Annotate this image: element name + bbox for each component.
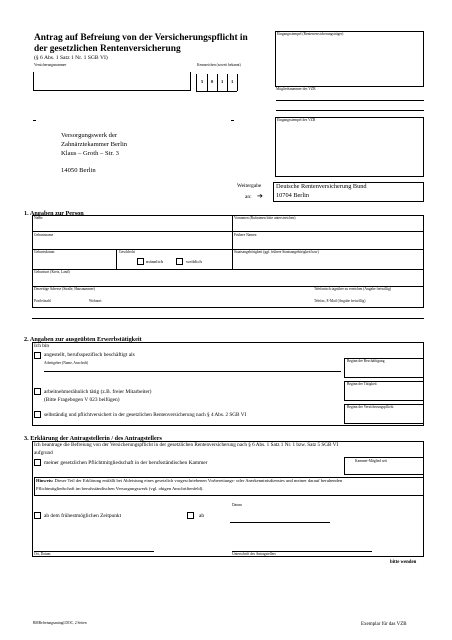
versicherungsnummer-label: Versicherungsnummer <box>34 63 67 67</box>
adresse-label: Derzeitige Adresse (Straße, Hausnummer) <box>34 287 95 291</box>
plz-underline[interactable] <box>32 318 424 319</box>
hinweis-line1 <box>36 479 342 484</box>
section1-heading: 1. Angaben zur Person <box>24 210 84 217</box>
kennzeichen-digit: 0 <box>211 79 214 84</box>
digit-divider <box>207 74 208 91</box>
telefax-label: Telefax, E-Mail (Angabe freiwillig) <box>314 299 366 303</box>
law-reference: (§ 6 Abs. 1 Satz 1 Nr. 1 SGB VI) <box>34 55 108 61</box>
angestellt-checkbox[interactable] <box>34 352 41 359</box>
address-window-line <box>231 120 234 121</box>
datum-line[interactable] <box>230 522 330 523</box>
datum-label: Datum <box>232 503 242 507</box>
recipient-line2: 10704 Berlin <box>276 192 310 199</box>
fruehere-namen-label: Frühere Namen <box>234 233 257 237</box>
stamp-insurer-label: Eingangsstempel (Rentenversicherungsträger) <box>277 32 344 36</box>
weitergabe-an-label: an: <box>245 194 252 200</box>
telefon-label: Telefonisch tagsüber zu erreichen (Angabe freiwillig) <box>314 287 392 291</box>
kammer-mitglied-label: Kammer-Mitglied seit <box>355 459 387 463</box>
section2-heading: 2. Angaben zur ausgeübten Erwerbstätigkeit <box>24 336 142 343</box>
arbeitgeber-line[interactable] <box>44 371 341 372</box>
section3-heading: 3. Erklärung der Antragstellerin / des Antragstellers <box>24 435 162 442</box>
mitgliedschaft-label: meiner gesetzlichen Pflichtmitgliedschaft in der berufsständischen Kammer <box>44 460 208 466</box>
versicherungsnummer-field[interactable] <box>33 72 191 91</box>
form-title-line2: der gesetzlichen Rentenversicherung <box>34 44 181 54</box>
mitgliedschaft-checkbox[interactable] <box>34 459 41 466</box>
unterschrift-label: Unterschrift des Antragstellers <box>232 552 276 556</box>
file-name-label: BMBefreiungsantragI.DOC, 2 Seiten <box>33 621 87 625</box>
address-line: Versorgungswerk der <box>61 132 118 139</box>
arbeitnehmer-label: arbeitnehmerähnlich tätig (z.B. freier Mitarbeiter) <box>44 389 152 395</box>
exemplar-label: Exemplar für das VZB <box>361 622 407 627</box>
beantrage-line2: aufgrund <box>34 450 53 456</box>
ich-bin-label: Ich bin <box>34 343 50 349</box>
name-label: Name <box>34 216 43 220</box>
weiblich-label: weiblich <box>186 259 202 264</box>
geschlecht-label: Geschlecht <box>119 250 135 254</box>
geburtsname-label: Geburtsname <box>34 233 54 237</box>
ort-datum-label: Ort, Datum <box>34 552 51 556</box>
recipient-line1: Deutsche Rentenversicherung Bund <box>276 183 367 190</box>
kennzeichen-digit: 5 <box>201 79 204 84</box>
digit-divider <box>217 74 218 91</box>
weiblich-checkbox[interactable] <box>176 258 183 265</box>
mitgliedsnummer-label: Mitgliedsnummer des VZB <box>276 87 316 91</box>
section1-divider <box>116 249 117 269</box>
digit-divider <box>227 74 228 91</box>
beginn-beschaeftigung-label: Beginn der Beschäftigung <box>347 359 385 363</box>
arbeitgeber-label: Arbeitgeber (Name, Anschrift) <box>44 361 89 365</box>
digit-baseline <box>196 91 237 92</box>
ort-datum-line[interactable] <box>34 551 154 552</box>
fragebogen-label: (Bitte Fragebogen V 023 beifügen) <box>44 397 120 403</box>
section1-row-line <box>32 249 424 250</box>
address-line: Zahnärztekammer Berlin <box>61 141 128 148</box>
section1-row-line <box>32 269 424 270</box>
beantrage-line1: Ich beantrage die Befreiung von der Versicherungspflicht in der gesetzlichen Rentenversicherung nach § 6 Abs. 1 Satz 1 Nr. 1 bzw. Satz 5 SGB VI <box>34 442 339 448</box>
angestellt-label: angestellt, berufsspezifisch beschäftigt als <box>44 352 135 358</box>
form-title-line1: Antrag auf Befreiung von der Versicherungspflicht in <box>34 33 248 43</box>
hinweis-bold: Hinweis: <box>36 478 54 483</box>
arbeitnehmer-checkbox[interactable] <box>34 388 41 395</box>
ab-checkbox[interactable] <box>187 512 194 519</box>
fruehestmoeglich-checkbox[interactable] <box>34 512 41 519</box>
geburtsdatum-label: Geburtsdatum <box>34 250 55 254</box>
wohnort-label: Wohnort <box>89 299 102 303</box>
maennlich-checkbox[interactable] <box>137 258 144 265</box>
section1-divider <box>232 215 233 269</box>
staatsangehoerigkeit-label: Staatsangehörigkeit (ggf. frühere Staatsangehörigkeit bzw) <box>234 250 319 254</box>
stamp-box-vzb <box>275 117 424 177</box>
digit-divider <box>196 74 197 91</box>
bitte-wenden-label: bitte wenden <box>390 560 417 565</box>
stamp-box-insurer <box>275 31 424 87</box>
kennzeichen-digit: 1 <box>231 79 234 84</box>
digit-divider <box>237 74 238 91</box>
selbstaendig-label: selbständig und pflichtversichert in der gesetzlichen Rentenversicherung nach § 4 Abs. 2 SGB VI <box>44 412 247 418</box>
kennzeichen-label: Kennzeichen (soweit bekannt) <box>197 63 241 67</box>
geburtsort-label: Geburtsort (Kreis, Land) <box>34 270 70 274</box>
stamp-vzb-label: Eingangsstempel des VZB <box>277 118 316 122</box>
plz-label: Postleitzahl <box>34 299 51 303</box>
mitgliedsnummer-line <box>276 110 424 111</box>
beginn-taetigkeit-label: Beginn der Tätigkeit <box>347 382 377 386</box>
address-line: Klaus – Groth – Str. 3 <box>61 150 119 157</box>
address-window-line <box>33 120 36 121</box>
maennlich-label: männlich <box>146 259 164 264</box>
hinweis-line2: Pflichtmitgliedschaft im berufsständischen Versorgungswerk (vgl. obigen Anschriftenfeld). <box>36 486 204 491</box>
fruehestmoeglich-label: ab dem frühestmöglichen Zeitpunkt <box>44 513 122 519</box>
selbstaendig-checkbox[interactable] <box>34 411 41 418</box>
beginn-versicherungspflicht-label: Beginn der Versicherungspflicht <box>347 405 394 409</box>
vorname-label: Vornamen (Rufnamen bitte unterstreichen) <box>234 216 296 220</box>
ab-label: ab <box>199 513 205 519</box>
address-line: 14050 Berlin <box>61 167 96 174</box>
arrow-right-icon: ➔ <box>257 192 263 200</box>
mitgliedsnummer-line[interactable] <box>276 100 424 101</box>
kennzeichen-digit: 1 <box>221 79 224 84</box>
weitergabe-label: Weitergabe <box>237 183 262 189</box>
hinweis-text: Dieser Teil der Erklärung entfällt bei Ableistung eines gesetzlich vorgeschriebenen Vorbereitungs- oder Anerkenntnisdienstes und meiner darauf beruhenden <box>53 478 343 483</box>
section1-table <box>32 215 424 308</box>
section1-row-line <box>32 231 424 232</box>
